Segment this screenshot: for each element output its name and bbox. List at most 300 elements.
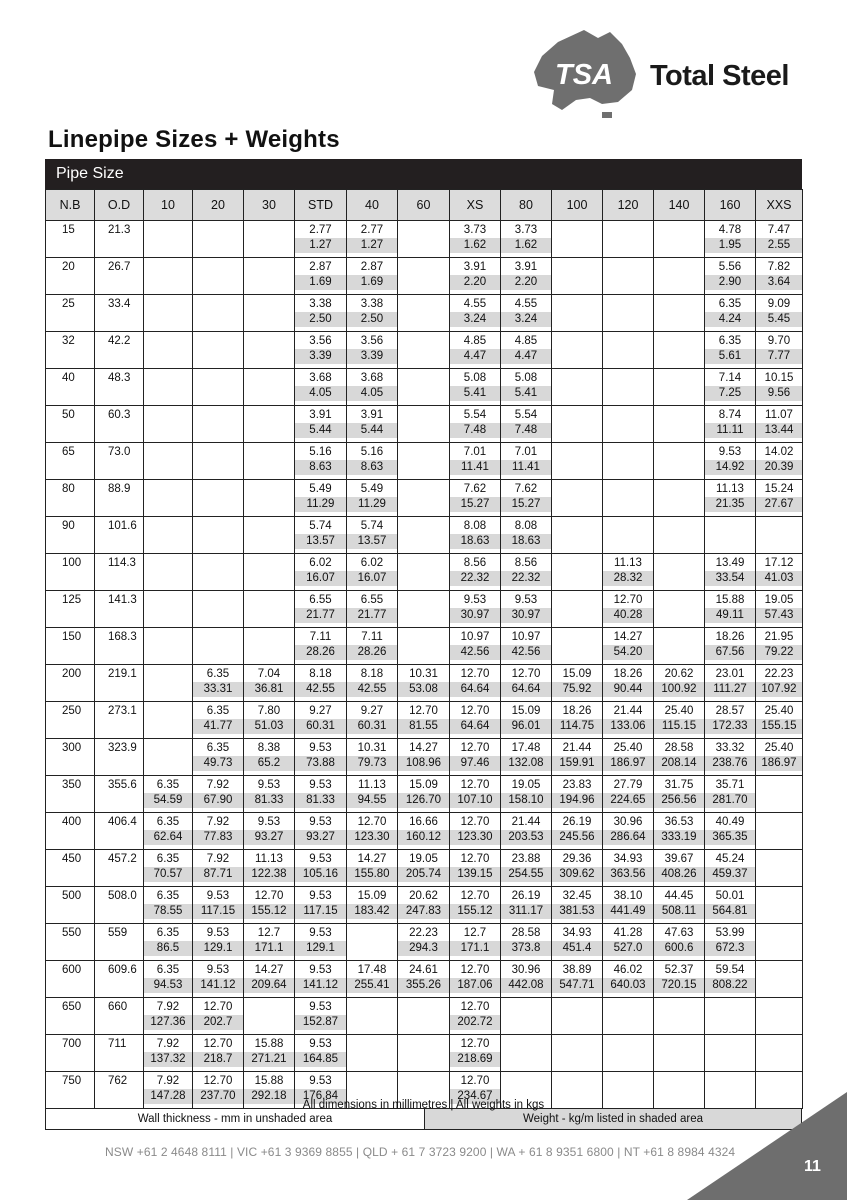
wall-thickness: 12.7 bbox=[257, 927, 281, 939]
weight-value: 11.41 bbox=[450, 460, 500, 475]
wall-thickness: 20.62 bbox=[664, 668, 694, 680]
wall-thickness: 15.88 bbox=[254, 1075, 284, 1087]
nominal-bore: 15 bbox=[46, 221, 95, 258]
weight-value: 4.47 bbox=[501, 349, 551, 364]
weight-value: 141.12 bbox=[193, 978, 243, 993]
weight-value: 363.56 bbox=[603, 867, 653, 882]
weight-value: 139.15 bbox=[450, 867, 500, 882]
weight-value: 62.64 bbox=[144, 830, 192, 845]
wall-thickness: 20.62 bbox=[409, 890, 438, 902]
wall-thickness: 5.49 bbox=[309, 483, 332, 495]
schedule-cell bbox=[347, 702, 398, 739]
wall-thickness: 11.13 bbox=[358, 779, 386, 791]
schedule-cell bbox=[603, 258, 654, 295]
column-header: 40 bbox=[347, 190, 398, 221]
schedule-cell bbox=[144, 517, 193, 554]
header-row bbox=[46, 190, 803, 221]
schedule-cell bbox=[295, 998, 347, 1035]
wall-thickness: 26.19 bbox=[511, 890, 541, 902]
weight-value: 5.41 bbox=[450, 386, 500, 401]
weight-value: 51.03 bbox=[244, 719, 294, 734]
wall-thickness: 14.27 bbox=[613, 631, 643, 643]
schedule-cell bbox=[501, 258, 552, 295]
weight-value: 158.10 bbox=[501, 793, 551, 808]
wall-thickness: 5.74 bbox=[360, 520, 384, 532]
schedule-cell bbox=[501, 813, 552, 850]
wall-thickness: 12.70 bbox=[460, 1038, 490, 1050]
weight-value: 218.69 bbox=[450, 1052, 500, 1067]
schedule-cell bbox=[603, 369, 654, 406]
schedule-cell bbox=[603, 1035, 654, 1072]
wall-thickness: 2.77 bbox=[360, 224, 384, 236]
weight-value: 152.87 bbox=[295, 1015, 346, 1030]
schedule-cell bbox=[347, 850, 398, 887]
weight-value: 123.30 bbox=[347, 830, 397, 845]
weight-value: 1.69 bbox=[347, 275, 397, 290]
weight-value: 5.61 bbox=[705, 349, 755, 364]
wall-thickness: 3.73 bbox=[463, 224, 487, 236]
schedule-cell bbox=[552, 628, 603, 665]
wall-thickness: 15.88 bbox=[715, 594, 745, 606]
schedule-cell bbox=[450, 813, 501, 850]
weight-value: 238.76 bbox=[705, 756, 755, 771]
outside-diameter: 88.9 bbox=[95, 480, 144, 517]
wall-thickness: 22.23 bbox=[409, 927, 438, 939]
schedule-cell bbox=[244, 665, 295, 702]
schedule-cell bbox=[654, 406, 705, 443]
schedule-cell bbox=[244, 369, 295, 406]
schedule-cell bbox=[654, 332, 705, 369]
schedule-cell bbox=[603, 295, 654, 332]
weight-value: 186.97 bbox=[603, 756, 653, 771]
schedule-cell bbox=[705, 850, 756, 887]
outside-diameter: 508.0 bbox=[95, 887, 144, 924]
weight-value: 547.71 bbox=[552, 978, 602, 993]
weight-value: 8.63 bbox=[295, 460, 346, 475]
wall-thickness: 21.44 bbox=[511, 816, 541, 828]
schedule-cell bbox=[244, 406, 295, 443]
schedule-cell bbox=[705, 554, 756, 591]
schedule-cell bbox=[347, 369, 398, 406]
schedule-cell bbox=[347, 998, 398, 1035]
weight-value: 4.05 bbox=[295, 386, 346, 401]
schedule-cell bbox=[450, 406, 501, 443]
outside-diameter: 60.3 bbox=[95, 406, 144, 443]
weight-value: 21.77 bbox=[347, 608, 397, 623]
weight-value: 132.08 bbox=[501, 756, 551, 771]
weight-value: 311.17 bbox=[501, 904, 551, 919]
weight-value: 16.07 bbox=[295, 571, 346, 586]
wall-thickness: 15.09 bbox=[357, 890, 387, 902]
weight-value: 451.4 bbox=[552, 941, 602, 956]
wall-thickness: 11.13 bbox=[255, 853, 283, 865]
wall-thickness: 9.53 bbox=[309, 1001, 332, 1013]
schedule-cell bbox=[398, 443, 450, 480]
nominal-bore: 90 bbox=[46, 517, 95, 554]
schedule-cell bbox=[450, 554, 501, 591]
table-row bbox=[46, 776, 803, 813]
wall-thickness: 34.93 bbox=[562, 927, 592, 939]
wall-thickness: 25.40 bbox=[664, 705, 694, 717]
wall-thickness: 6.35 bbox=[718, 298, 742, 310]
nominal-bore: 750 bbox=[46, 1072, 95, 1109]
schedule-cell bbox=[654, 369, 705, 406]
wall-thickness: 28.58 bbox=[664, 742, 694, 754]
wall-thickness: 9.53 bbox=[309, 816, 332, 828]
nominal-bore: 600 bbox=[46, 961, 95, 998]
dimensions-note: All dimensions in millimetres | All weights in kgs bbox=[302, 1099, 545, 1111]
weight-value: 13.57 bbox=[347, 534, 397, 549]
weight-value: 127.36 bbox=[144, 1015, 192, 1030]
schedule-cell bbox=[552, 850, 603, 887]
weight-value: 254.55 bbox=[501, 867, 551, 882]
column-header: XS bbox=[450, 190, 501, 221]
wall-thickness: 15.09 bbox=[562, 668, 592, 680]
column-header: O.D bbox=[95, 190, 144, 221]
wall-thickness: 12.70 bbox=[357, 816, 387, 828]
weight-value: 42.56 bbox=[501, 645, 551, 660]
wall-thickness: 9.27 bbox=[360, 705, 384, 717]
schedule-cell bbox=[450, 739, 501, 776]
weight-value: 442.08 bbox=[501, 978, 551, 993]
schedule-cell bbox=[552, 295, 603, 332]
schedule-cell bbox=[244, 517, 295, 554]
column-header: 140 bbox=[654, 190, 705, 221]
schedule-cell bbox=[603, 332, 654, 369]
wall-thickness: 5.74 bbox=[309, 520, 332, 532]
weight-value: 672.3 bbox=[705, 941, 755, 956]
schedule-cell bbox=[756, 332, 803, 369]
table-row bbox=[46, 998, 803, 1035]
wall-thickness: 6.35 bbox=[206, 705, 230, 717]
wall-thickness: 10.31 bbox=[409, 668, 438, 680]
wall-thickness: 9.53 bbox=[718, 446, 742, 458]
schedule-cell bbox=[347, 813, 398, 850]
column-header: 10 bbox=[144, 190, 193, 221]
schedule-cell bbox=[705, 591, 756, 628]
wall-thickness: 23.83 bbox=[562, 779, 592, 791]
australia-map-logo-icon bbox=[532, 28, 644, 120]
table-row bbox=[46, 702, 803, 739]
column-header: 100 bbox=[552, 190, 603, 221]
nominal-bore: 125 bbox=[46, 591, 95, 628]
schedule-cell bbox=[347, 628, 398, 665]
outside-diameter: 101.6 bbox=[95, 517, 144, 554]
weight-value: 93.27 bbox=[244, 830, 294, 845]
schedule-cell bbox=[144, 813, 193, 850]
schedule-cell bbox=[398, 591, 450, 628]
schedule-cell bbox=[654, 591, 705, 628]
weight-value: 2.50 bbox=[295, 312, 346, 327]
schedule-cell bbox=[501, 221, 552, 258]
schedule-cell bbox=[244, 591, 295, 628]
schedule-cell bbox=[347, 480, 398, 517]
weight-value: 155.12 bbox=[244, 904, 294, 919]
wall-thickness: 7.92 bbox=[156, 1001, 180, 1013]
wall-thickness: 35.71 bbox=[715, 779, 745, 791]
schedule-cell bbox=[654, 998, 705, 1035]
schedule-cell bbox=[193, 295, 244, 332]
schedule-cell bbox=[144, 591, 193, 628]
weight-value: 3.24 bbox=[450, 312, 500, 327]
schedule-cell bbox=[552, 887, 603, 924]
schedule-cell bbox=[347, 332, 398, 369]
weight-value: 100.92 bbox=[654, 682, 704, 697]
schedule-cell bbox=[244, 776, 295, 813]
wall-thickness: 7.80 bbox=[257, 705, 281, 717]
schedule-cell bbox=[295, 332, 347, 369]
schedule-cell bbox=[347, 665, 398, 702]
wall-thickness: 5.16 bbox=[360, 446, 384, 458]
schedule-cell bbox=[450, 628, 501, 665]
weight-value: 64.64 bbox=[450, 719, 500, 734]
wall-thickness: 12.70 bbox=[460, 964, 490, 976]
wall-thickness: 8.18 bbox=[309, 668, 332, 680]
schedule-cell bbox=[705, 665, 756, 702]
schedule-cell bbox=[193, 850, 244, 887]
schedule-cell bbox=[552, 813, 603, 850]
weight-value: 87.71 bbox=[193, 867, 243, 882]
column-header: 80 bbox=[501, 190, 552, 221]
wall-thickness: 39.67 bbox=[664, 853, 694, 865]
schedule-cell bbox=[450, 332, 501, 369]
weight-value: 1.62 bbox=[450, 238, 500, 253]
weight-value: 20.39 bbox=[756, 460, 802, 475]
schedule-cell bbox=[450, 295, 501, 332]
wall-thickness: 7.82 bbox=[767, 261, 791, 273]
page-title: Linepipe Sizes + Weights bbox=[48, 126, 340, 153]
wall-thickness: 3.38 bbox=[309, 298, 332, 310]
schedule-cell bbox=[347, 295, 398, 332]
schedule-cell bbox=[144, 628, 193, 665]
weight-value: 7.48 bbox=[501, 423, 551, 438]
wall-thickness: 6.02 bbox=[309, 557, 332, 569]
nominal-bore: 32 bbox=[46, 332, 95, 369]
schedule-cell bbox=[244, 813, 295, 850]
weight-value: 2.50 bbox=[347, 312, 397, 327]
schedule-cell bbox=[603, 628, 654, 665]
schedule-cell bbox=[193, 998, 244, 1035]
wall-thickness: 26.19 bbox=[562, 816, 592, 828]
wall-thickness: 22.23 bbox=[764, 668, 794, 680]
weight-value: 117.15 bbox=[295, 904, 346, 919]
wall-thickness: 23.01 bbox=[715, 668, 745, 680]
weight-value: 79.73 bbox=[347, 756, 397, 771]
schedule-cell bbox=[398, 332, 450, 369]
wall-thickness: 45.24 bbox=[715, 853, 745, 865]
schedule-cell bbox=[193, 776, 244, 813]
outside-diameter: 355.6 bbox=[95, 776, 144, 813]
schedule-cell bbox=[654, 665, 705, 702]
schedule-cell bbox=[193, 591, 244, 628]
wall-thickness: 7.92 bbox=[156, 1038, 180, 1050]
wall-thickness: 5.54 bbox=[514, 409, 538, 421]
weight-value: 2.20 bbox=[501, 275, 551, 290]
schedule-cell bbox=[501, 443, 552, 480]
wall-thickness: 8.18 bbox=[360, 668, 384, 680]
schedule-cell bbox=[244, 554, 295, 591]
schedule-cell bbox=[450, 961, 501, 998]
weight-value: 247.83 bbox=[398, 904, 449, 919]
schedule-cell bbox=[347, 887, 398, 924]
wall-thickness: 3.38 bbox=[360, 298, 384, 310]
schedule-cell bbox=[295, 443, 347, 480]
schedule-cell bbox=[193, 1035, 244, 1072]
weight-value: 73.88 bbox=[295, 756, 346, 771]
weight-value: 2.20 bbox=[450, 275, 500, 290]
schedule-cell bbox=[295, 406, 347, 443]
schedule-cell bbox=[450, 1035, 501, 1072]
weight-value: 224.65 bbox=[603, 793, 653, 808]
weight-value: 64.64 bbox=[501, 682, 551, 697]
wall-thickness: 3.56 bbox=[309, 335, 332, 347]
legend-weight: Weight - kg/m listed in shaded area bbox=[425, 1109, 801, 1129]
weight-value: 720.15 bbox=[654, 978, 704, 993]
wall-thickness: 5.08 bbox=[514, 372, 538, 384]
schedule-cell bbox=[756, 628, 803, 665]
wall-thickness: 12.70 bbox=[460, 1001, 490, 1013]
wall-thickness: 9.53 bbox=[206, 927, 230, 939]
weight-value: 333.19 bbox=[654, 830, 704, 845]
schedule-cell bbox=[654, 443, 705, 480]
weight-value: 600.6 bbox=[654, 941, 704, 956]
schedule-cell bbox=[756, 813, 803, 850]
schedule-cell bbox=[603, 887, 654, 924]
wall-thickness: 9.53 bbox=[257, 816, 281, 828]
weight-value: 117.15 bbox=[193, 904, 243, 919]
schedule-cell bbox=[756, 924, 803, 961]
wall-thickness: 41.28 bbox=[613, 927, 643, 939]
schedule-cell bbox=[295, 369, 347, 406]
schedule-cell bbox=[398, 628, 450, 665]
schedule-cell bbox=[552, 517, 603, 554]
wall-thickness: 3.91 bbox=[309, 409, 332, 421]
outside-diameter: 33.4 bbox=[95, 295, 144, 332]
wall-thickness: 19.05 bbox=[409, 853, 438, 865]
weight-value: 126.70 bbox=[398, 793, 449, 808]
linepipe-table bbox=[45, 159, 802, 1130]
weight-value: 381.53 bbox=[552, 904, 602, 919]
weight-value: 209.64 bbox=[244, 978, 294, 993]
wall-thickness: 15.09 bbox=[409, 779, 438, 791]
weight-value: 355.26 bbox=[398, 978, 449, 993]
schedule-cell bbox=[144, 369, 193, 406]
wall-thickness: 3.73 bbox=[514, 224, 538, 236]
schedule-cell bbox=[295, 887, 347, 924]
weight-value: 3.64 bbox=[756, 275, 802, 290]
schedule-cell bbox=[398, 369, 450, 406]
schedule-cell bbox=[501, 591, 552, 628]
weight-value: 245.56 bbox=[552, 830, 602, 845]
schedule-cell bbox=[295, 517, 347, 554]
weight-value: 64.64 bbox=[450, 682, 500, 697]
schedule-cell bbox=[603, 739, 654, 776]
schedule-cell bbox=[193, 813, 244, 850]
schedule-cell bbox=[603, 998, 654, 1035]
schedule-cell bbox=[654, 702, 705, 739]
schedule-cell bbox=[705, 258, 756, 295]
schedule-cell bbox=[398, 702, 450, 739]
nominal-bore: 500 bbox=[46, 887, 95, 924]
schedule-cell bbox=[144, 221, 193, 258]
outside-diameter: 168.3 bbox=[95, 628, 144, 665]
schedule-cell bbox=[144, 443, 193, 480]
weight-value: 11.29 bbox=[347, 497, 397, 512]
schedule-cell bbox=[603, 776, 654, 813]
weight-value: 1.27 bbox=[347, 238, 397, 253]
schedule-cell bbox=[144, 295, 193, 332]
wall-thickness: 9.53 bbox=[309, 927, 332, 939]
schedule-cell bbox=[501, 369, 552, 406]
wall-thickness: 4.55 bbox=[463, 298, 487, 310]
schedule-cell bbox=[603, 443, 654, 480]
schedule-cell bbox=[295, 591, 347, 628]
schedule-cell bbox=[295, 628, 347, 665]
wall-thickness: 6.02 bbox=[360, 557, 384, 569]
schedule-cell bbox=[398, 961, 450, 998]
weight-value: 81.33 bbox=[295, 793, 346, 808]
weight-value: 1.95 bbox=[705, 238, 755, 253]
wall-thickness: 4.85 bbox=[514, 335, 538, 347]
schedule-cell bbox=[603, 221, 654, 258]
wall-thickness: 14.27 bbox=[254, 964, 284, 976]
outside-diameter: 141.3 bbox=[95, 591, 144, 628]
schedule-cell bbox=[398, 813, 450, 850]
weight-value: 90.44 bbox=[603, 682, 653, 697]
schedule-cell bbox=[603, 517, 654, 554]
weight-value: 137.32 bbox=[144, 1052, 192, 1067]
schedule-cell bbox=[450, 776, 501, 813]
schedule-cell bbox=[144, 850, 193, 887]
table-row bbox=[46, 258, 803, 295]
wall-thickness: 30.96 bbox=[511, 964, 541, 976]
wall-thickness: 17.48 bbox=[511, 742, 541, 754]
wall-thickness: 5.56 bbox=[718, 261, 742, 273]
weight-value: 4.47 bbox=[450, 349, 500, 364]
schedule-cell bbox=[144, 480, 193, 517]
wall-thickness: 18.26 bbox=[715, 631, 745, 643]
wall-thickness: 7.92 bbox=[206, 816, 230, 828]
schedule-cell bbox=[501, 887, 552, 924]
schedule-cell bbox=[144, 332, 193, 369]
wall-thickness: 38.89 bbox=[562, 964, 592, 976]
weight-value: 1.62 bbox=[501, 238, 551, 253]
wall-thickness: 6.55 bbox=[360, 594, 384, 606]
schedule-cell bbox=[552, 221, 603, 258]
weight-value: 203.53 bbox=[501, 830, 551, 845]
weight-value: 3.24 bbox=[501, 312, 551, 327]
nominal-bore: 150 bbox=[46, 628, 95, 665]
nominal-bore: 65 bbox=[46, 443, 95, 480]
weight-value: 294.3 bbox=[398, 941, 449, 956]
wall-thickness: 6.35 bbox=[206, 668, 230, 680]
wall-thickness: 24.61 bbox=[409, 964, 438, 976]
weight-value: 93.27 bbox=[295, 830, 346, 845]
wall-thickness: 10.97 bbox=[511, 631, 541, 643]
wall-thickness: 52.37 bbox=[664, 964, 694, 976]
weight-value: 234.67 bbox=[450, 1089, 500, 1104]
schedule-cell bbox=[654, 739, 705, 776]
schedule-cell bbox=[450, 480, 501, 517]
weight-value: 141.12 bbox=[295, 978, 346, 993]
schedule-cell bbox=[552, 591, 603, 628]
table-row bbox=[46, 332, 803, 369]
wall-thickness: 12.70 bbox=[203, 1075, 233, 1087]
column-header: XXS bbox=[756, 190, 803, 221]
weight-value: 408.26 bbox=[654, 867, 704, 882]
table-row bbox=[46, 887, 803, 924]
schedule-cell bbox=[244, 258, 295, 295]
